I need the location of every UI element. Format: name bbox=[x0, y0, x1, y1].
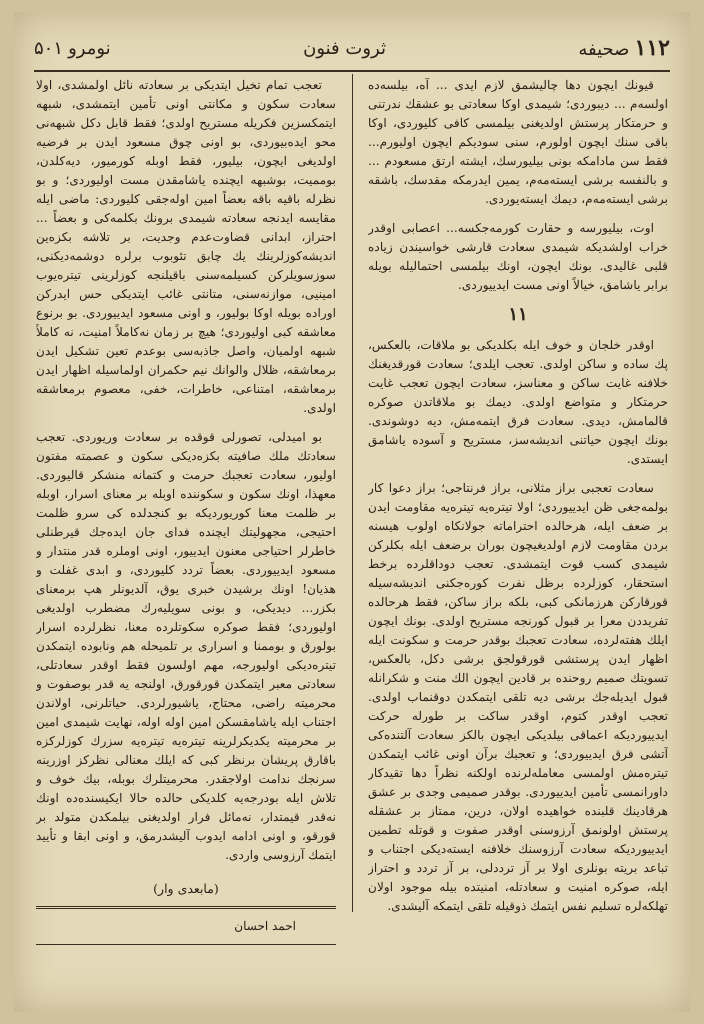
page-word: صحیفه bbox=[578, 39, 630, 60]
signature-rule bbox=[36, 906, 336, 909]
newspaper-page bbox=[14, 12, 690, 1012]
left-paragraph-2: بو امیدلی، تصورلی قوقده بر سعادت وریوردی. تعجب سعادتك ملك صافیته بکزه‌دیکی سکون و عصمته مفتون اولیور، سعادت تعجبك حرمت و کتمانه منشکر قالیوردی. معهذا، اونك سکون و سکوننده اوبله بر معنای اسرار، اوبله بر ظلمت معنا کوریوردیکه بو کنجدلده کی سرو ظلمت احتیجی، مجهولیتك ایچنده فدای جان ایده‌جك قیرطنلی خاطرلر احتیاجی معنون ایدییور، اونی اوملره قدر منتدار و مسعود ایدییوردی. بعضاً تردد کلیوردی، و ابدی غفلت و هذیان! اونك برشیدن خبری یوق، آلدیونلر هپ برمعنای بکزر... دیدیکی، و بونی سویلیه‌رك مضطرب اولدیغی اولیوردی؛ فقط صوکره سکوتلرده معنا، نظرلرده اسرار بولورق و بوممنا و اسراری بر تلمیحله هم ونابوده ایتمکدن تیتره‌دیکی اولیورجه، مهم اولسون فقط اوقدر سعادتلی، سعادتی معبر ایتمکدن قورقورق، اولنجه یه قدر بوصفوت و محرمیته راضی، محتاج، یاشیورلردی. حیاتلرنی، اولاندن اجتناب ایله یاشامقسکن امین اوله اوله، نهایت شیمدی امین بر محرمیته یکدیکرلرینه تیتره‌یه تیتره‌یه سزرك کوزلرکزه باقارق پریشان برنظر کبی که ایلك معنالی نظرکز اوزرینه سرنجك ندامت اولاجقدر. محرمیتلرك بوبله، بیك خوف و تلاش ایله بودرجه‌یه کلدیکی حالده حالا ایکیسنده‌ده اونك نه‌قدر قیمتدار، نه‌مائل فرار اولدیغنی بیلمکدن متولد بر قورقو، و اونی ادامه ایدوب آلیشدرمق، و اونی ابقا و تأیید ایتمك آرزوسی واردی. bbox=[36, 430, 336, 862]
left-paragraph-1: تعجب تمام تخیل ایتدیکی بر سعادته نائل اولمشدی، اولا سعادت سکون و مکانتی اونی تأمین ایتمشدی، شبهه ایتمکسزین فکریله مستریح اولدی؛ فقط قابل دکل شبهه‌نی محو ایده‌بیوردی، بو اونی چوق مسعود ایدن بر فرضیه اولدیغی ایچون، بیلیور، فقط اوبله کورمیور، دیه‌کلدن، بوممیت، بوشبهه ایچنده یاشامقدن مست اولیوردی؛ و بو نظرله باقیه باقه بعضاً امین اوله‌جقی کلیوردی: ماضی ایله مقایسه ایدنجه سعادته شیمدی برونك بکلمه‌کی و بعضاً ... احتراز، ابدانی قضاوت‌عدم وجدیت، بر تلاشه بکزه‌ین اندیشه‌کوزلرینك یك چابق تئوبوب برلره دوشمه‌دیکنی، سوزسویلرکن کسیلمه‌سنی باقیلنجه کوزلرینی تیتره‌یوب امینیی، موازنه‌سنی، متانتی غائب ایتدیکی حس ایدرکن اوراده بویله اوکا بولیور، و اونی مسعود ایدییوردی. بو برنوع معاشقه کبی اولیوردی؛ هیچ بر زمان نه‌کاملاً امنیت، نه کاملاً شبهه اولمیان، واصل جاذبه‌سی بوعدم تعین تشکیل ایدن برمعاشقه، ظلال والوانك نیم حکمران اولماسیله اظهار ایدن برمعاشقه، امتناعی، خاطرات، خفی، معصوم برمعاشقه اولدی. bbox=[36, 78, 336, 415]
right-column bbox=[368, 76, 668, 976]
page-number-block bbox=[578, 35, 670, 61]
right-paragraph-4: سعادت تعجبی براز مثلانی، براز فرنتاجی؛ براز دعوا کار بولمه‌جغی ظن ایدییوردی؛ اولا تیتره‌یه تیتره‌یه مقاومت ایدن بر ضعف ایله، هرحالده احتراماته جولانکاه اولوب هیسنه بردن مقاومت لازم اولدیغیچون بوران برضعف ایله بکلرکن شیمدی کسب قوت ایتمشدی. تعجب دوداقلرده برخط استحقار، کوزلرده برظل نفرت کوره‌جکنی اندیشه‌سیله قورقارکن هرزمانکی کبی، بلکه براز ساکن، فقط هرحالده تفریددن معرا بر قبول کورنجه مستریح اولدی. بونك ایچون ایلك هفته‌لرده، سعادت تعجبك بوقدر حرمت و سکونت ایله اظهار ایدن پرستشی قورقولجق برشی دکل، بالعکس، تسویتك صمیم روحنده بر قادین ایچون الك منت و شکرانله قبول ایدیله‌جك برشی دیه تلقی ایتمکدن دوقنماب اولدی. تعجب اوقدر کتوم، اوقدر ساکت بر طورله حرکت ایدییوردیکه اعماقی بیلدیکی ایچون بالکز سعادت آلتنده‌کی آتشی فرق ایدییوردی؛ و تعجبك برآن اونی غائب ایتمکدن تیتره‌مش اولمسی معامله‌لرنده اولکنه نظراً دها تقیدکار داورانمسی تأمین ایدییوردی. بوقدر صمیمی وجدی بر عشق هرقادینك قلبنده خواهیده اولان، درین، ممتاز بر عشقله پرستش اولونمق آرزوسنی اوقدر صفوت و قوتله تطمین ایدییوردیکه سعادت آرزوسنك خلافنه ایسته‌دیکی اجتناب و تباعد بریته بونلری اولا بر آز ترددلی، بر آز تردد و احتراز ایله، صوکره امنیت و سعادتله، امنیتده بیله موجود اولان تهلکه‌لره تسلیم نفس ایتمك ذوقیله تلقی ایتمکه آلیشدی. bbox=[368, 481, 668, 913]
left-column bbox=[36, 76, 336, 976]
issue-number: ۵۰۱ bbox=[34, 37, 64, 59]
author-name: احمد احسان bbox=[234, 919, 296, 933]
page-number: ۱۱۲ bbox=[634, 35, 670, 61]
column-divider bbox=[352, 74, 353, 912]
header-rule bbox=[34, 70, 670, 72]
right-paragraph-3: اوقدر خلجان و خوف ایله بکلدیکی بو ملاقات، بالعکس، پك ساده و ساکن اولدی. تعجب ایلدی؛ سعادت قورقدیغنك خلافنه غایت ساکن و معناسز، سعادت ایچون تعجب غایت حرمتکار و متواضع اولدی. دیمك بو ملاقاتدن صوکره قالمامش، دیدی. سعادت فرق ایتمه‌مش، دیه دوشوندی. بونك ایچون حیاتنی اندیشه‌سز، مستریح و آسوده یاشامق ایستدی. bbox=[368, 338, 668, 466]
right-paragraph-1: قیونك ایچون دها چالیشمق لازم ایدی ... آه، بیلسه‌ده اولسه‌م ... دیبوردی؛ شیمدی اوکا سعادتی بو عشقك ندرتنی و حرمتکار پرستش اولدیغنی بیلمسی کافی کلیوردی، اوکا باقی سنك ایچون اولورم، سنی سودیکم ایچون اولیورم... فقط سن مادامکه بونی بیلیورسك، ایشته ارتق مسعودم ... و بالنفسه برشی ایسته‌مه‌م، یمین ایدرمکه مقدسك، باشقه برشی ایسته‌مه‌م، دیمك ایسته‌یوردی. bbox=[368, 78, 668, 206]
issue-block bbox=[34, 38, 111, 59]
page-header bbox=[34, 28, 670, 68]
journal-title: ثروت فنون bbox=[303, 37, 386, 59]
footer-rule bbox=[36, 944, 336, 945]
section-number: ۱۱ bbox=[508, 304, 528, 325]
issue-word: نومرو bbox=[68, 37, 111, 59]
right-paragraph-2: اوت، بیلیورسه و حقارت کورمه‌جکسه... اعصابی اوقدر خراب اولشدیکه شیمدی سعادت قارشی خواسیندن زیاده قلبی غالیدی. بونك ایچون، اونك بیلمسی احتمالیله بویله برابر یاشامق، خیالاً اونی مست ایدییوردی. bbox=[368, 221, 668, 292]
continued-note: (مابعدی وار) bbox=[153, 881, 219, 896]
